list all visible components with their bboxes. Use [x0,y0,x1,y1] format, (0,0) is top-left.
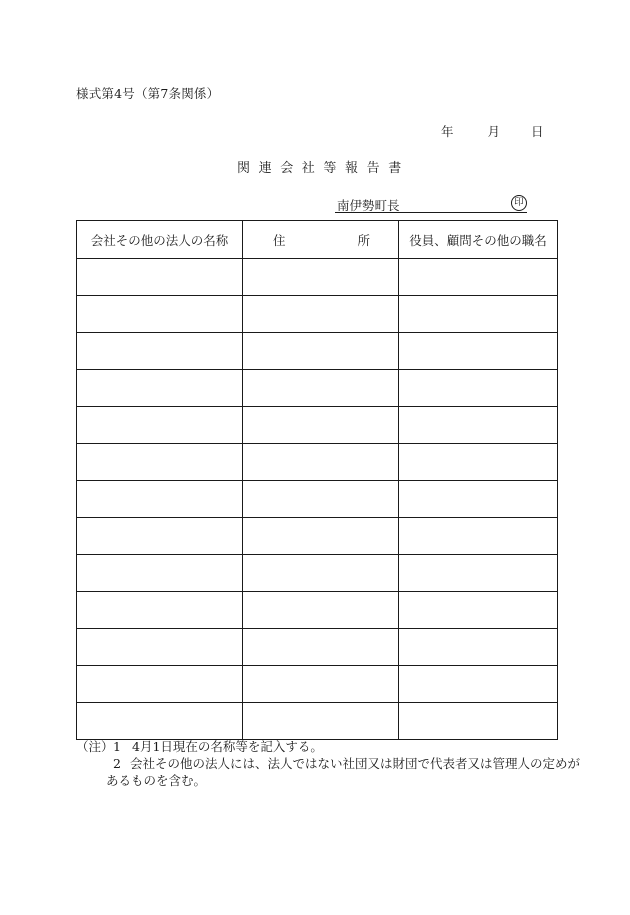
addressee-field [335,194,529,214]
address-cell[interactable] [243,703,399,740]
note-text: 会社その他の法人には、法人ではない社団又は財団で代表者又は管理人の定めが [130,756,581,771]
address-cell[interactable] [243,370,399,407]
table-row [77,629,558,666]
position-cell[interactable] [399,444,558,481]
header-address-part1: 住 [273,232,286,248]
address-cell[interactable] [243,666,399,703]
company-name-cell[interactable] [77,481,243,518]
note-text-continuation: あるものを含む。 [106,773,207,788]
document-title: 関連会社等報告書 [237,161,410,176]
company-name-cell[interactable] [77,333,243,370]
address-cell[interactable] [243,592,399,629]
position-cell[interactable] [399,703,558,740]
date-month-label: 月 [487,124,501,139]
related-company-table [76,220,558,740]
company-name-cell[interactable] [77,518,243,555]
position-cell[interactable] [399,518,558,555]
table-row [77,592,558,629]
position-cell[interactable] [399,629,558,666]
table-row [77,259,558,296]
note-number: 1 [113,739,121,754]
table-body [77,259,558,740]
address-cell[interactable] [243,407,399,444]
addressee-name: 南伊勢町長 [337,198,400,213]
position-cell[interactable] [399,259,558,296]
position-cell[interactable] [399,481,558,518]
note-text: 4月1日現在の名称等を記入する。 [132,739,323,754]
company-name-cell[interactable] [77,444,243,481]
table-row [77,666,558,703]
company-name-cell[interactable] [77,370,243,407]
header-position: 役員、顧問その他の職名 [399,221,558,259]
position-cell[interactable] [399,370,558,407]
form-number: 様式第4号（第7条関係） [76,86,220,101]
company-name-cell[interactable] [77,259,243,296]
seal-mark-icon: 印 [511,195,527,211]
position-cell[interactable] [399,555,558,592]
address-cell[interactable] [243,333,399,370]
position-cell[interactable] [399,407,558,444]
company-name-cell[interactable] [77,666,243,703]
company-name-cell[interactable] [77,555,243,592]
header-address-part2: 所 [357,232,370,248]
company-name-cell[interactable] [77,703,243,740]
table-row [77,296,558,333]
address-cell[interactable] [243,629,399,666]
date-line [441,122,544,140]
address-cell[interactable] [243,444,399,481]
note-prefix: （注） [76,739,114,754]
signature-underline [335,212,527,213]
table-row [77,370,558,407]
table-row [77,518,558,555]
position-cell[interactable] [399,333,558,370]
table-row [77,703,558,740]
address-cell[interactable] [243,481,399,518]
table-row [77,444,558,481]
company-name-cell[interactable] [77,407,243,444]
table-row [77,481,558,518]
table-header-row [77,221,558,259]
company-name-cell[interactable] [77,592,243,629]
company-name-cell[interactable] [77,629,243,666]
position-cell[interactable] [399,592,558,629]
note-number: 2 [113,756,121,771]
position-cell[interactable] [399,666,558,703]
position-cell[interactable] [399,296,558,333]
address-cell[interactable] [243,518,399,555]
date-year-label: 年 [441,124,454,139]
date-day-label: 日 [531,124,544,139]
table-row [77,407,558,444]
header-address [243,221,399,259]
table-row [77,555,558,592]
header-company-name: 会社その他の法人の名称 [77,221,243,259]
table-row [77,333,558,370]
company-name-cell[interactable] [77,296,243,333]
address-cell[interactable] [243,555,399,592]
address-cell[interactable] [243,296,399,333]
address-cell[interactable] [243,259,399,296]
